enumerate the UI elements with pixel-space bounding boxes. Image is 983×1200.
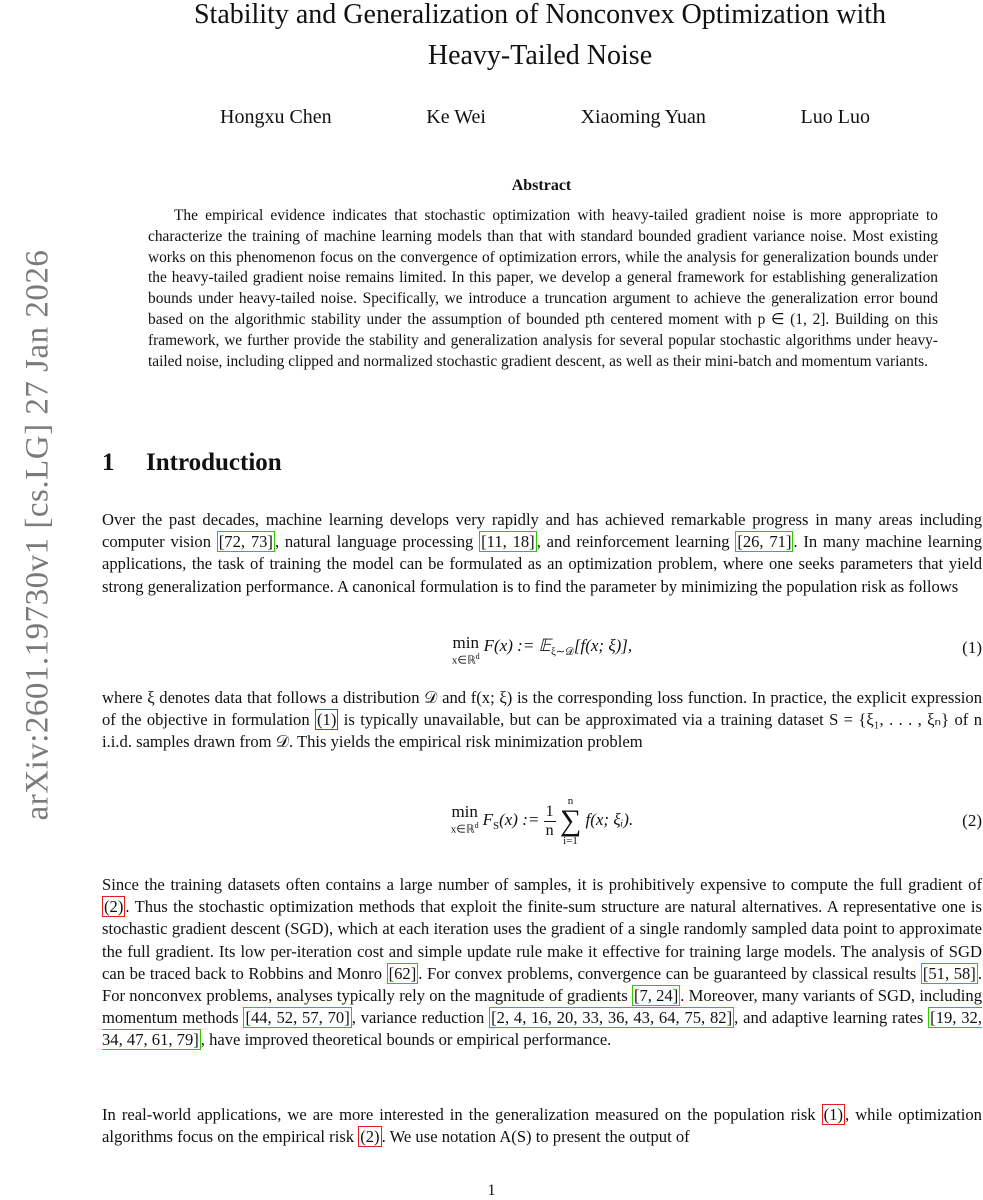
citation-link[interactable]: [19, 32, 34, 47, 61, 79] <box>102 1008 982 1050</box>
citation-link[interactable]: [26, 71] <box>737 532 792 552</box>
equation-number: (1) <box>962 638 982 657</box>
author-name: Xiaoming Yuan <box>580 106 706 128</box>
paragraph-intro-1: Over the past decades, machine learning develops very rapidly and has achieved remarkable progress in many areas including computer vision [72, 73] , natural language processing [11, 18] , and reinforcement learning [26, 71] . In many machine learning applications, the task of training the model can be formulated as an optimization problem, where one seeks parameters that yield strong generalization performance. A canonical formulation is to find the parameter by minimizing the population risk as follows <box>102 510 982 596</box>
equation-1: min x∈ℝ$^d$ F(x) := 𝔼$_{\xi\sim 𝒟}$[f(x; ξ)], (1) <box>451 633 982 667</box>
author-list <box>220 106 870 129</box>
abstract-heading: Abstract <box>511 177 572 194</box>
paper-title <box>120 0 960 76</box>
paragraph-intro-3: Since the training datasets often contains a large number of samples, it is prohibitively expensive to compute the full gradient of (2) . Thus the stochastic optimization methods that exploit the finite-sum structure are natural alternatives. A representative one is stochastic gradient descent (SGD), which at each iteration uses the gradient of a single randomly sampled data point to approximate the full gradient. Its low per-iteration cost and simple update rule make it effective for training large models. The analysis of SGD can be traced back to Robbins and Monro [62] . For convex problems, convergence can be guaranteed by classical results [51, 58] . For nonconvex problems, analyses typically rely on the magnitude of gradients [7, 24] . Moreover, many variants of SGD, including momentum methods [44, 52, 57, 70] , variance reduction [2, 4, 16, 20, 33, 36, 43, 64, 75, 82] , and adaptive learning rates [19, 32, 34, 47, 61, 79] , have improved theoretical bounds or empirical performance. <box>102 875 982 1050</box>
citation-link[interactable]: [11, 18] <box>481 532 535 552</box>
title-line-2: Heavy-Tailed Noise <box>427 40 653 71</box>
title-line-1: Stability and Generalization of Nonconvex Optimization with <box>193 0 887 30</box>
citation-link[interactable]: [72, 73] <box>218 532 273 552</box>
equation-number: (2) <box>962 811 982 830</box>
section-title: Introduction <box>146 449 282 476</box>
citation-link[interactable]: [44, 52, 57, 70] <box>245 1008 350 1028</box>
author-name: Luo Luo <box>800 106 870 128</box>
arxiv-identifier-stamp: arXiv:2601.19730v1 [cs.LG] 27 Jan 2026 <box>19 249 56 821</box>
page-number: 1 <box>487 1182 496 1199</box>
citation-link[interactable]: [62] <box>388 963 417 983</box>
section-number: 1 <box>102 449 115 476</box>
paragraph-intro-2: where ξ denotes data that follows a distribution 𝒟 and f(x; ξ) is the corresponding loss function. In practice, the explicit expression of the objective in formulation (1) is typically unavailable, but can be approximated via a training dataset S = {ξ₁, . . . , ξₙ} of n i.i.d. samples drawn from 𝒟. This yields the empirical risk minimization problem <box>102 688 983 752</box>
author-name: Hongxu Chen <box>220 106 332 128</box>
section-heading <box>102 449 282 477</box>
citation-link[interactable]: [7, 24] <box>633 986 679 1006</box>
citation-link[interactable]: [51, 58] <box>922 963 976 983</box>
equation-2: min x∈ℝ$^d$ $F_S(x)$ := $\frac{1}{n}$ n ∑ i=1 f(x; ξᵢ). (2) <box>450 795 982 847</box>
equation-reference-link[interactable]: (2) <box>104 897 124 917</box>
equation-reference-link[interactable]: (1) <box>823 1105 843 1124</box>
citation-link[interactable]: [2, 4, 16, 20, 33, 36, 43, 64, 75, 82] <box>491 1008 733 1028</box>
equation-reference-link[interactable]: (2) <box>360 1127 380 1147</box>
paragraph-intro-4: In real-world applications, we are more interested in the generalization measured on the population risk (1) , while optimization algorithms focus on the empirical risk (2) . We use notation A(S) to present the output of <box>102 1105 982 1147</box>
equation-reference-link[interactable]: (1) <box>317 710 337 730</box>
author-name: Ke Wei <box>426 106 486 128</box>
abstract-text: The empirical evidence indicates that stochastic optimization with heavy-tailed gradient noise is more appropriate to characterize the training of machine learning models than that with standard bounded gradient variance noise. Most existing works on this phenomenon focus on the convergence of optimization errors, while the analysis for generalization bounds under the heavy-tailed gradient noise remains limited. In this paper, we develop a general framework for establishing generalization bounds under heavy-tailed noise. Specifically, we introduce a truncation argument to achieve the generalization error bound based on the algorithmic stability under the assumption of bounded pth centered moment with p ∈ (1, 2]. Building on this framework, we further provide the stability and generalization analysis for several popular stochastic algorithms under heavy-tailed noise, including clipped and normalized stochastic gradient descent, as well as their mini-batch and momentum variants. <box>148 207 938 370</box>
